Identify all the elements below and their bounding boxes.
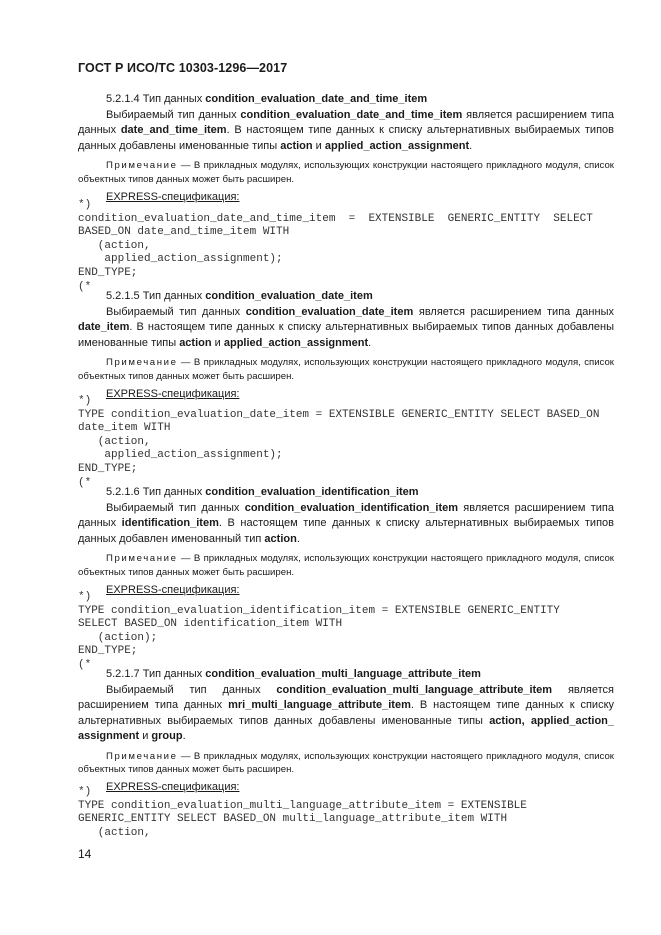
note-label: Примечание: [106, 553, 178, 565]
note-text: — В прикладных модулях, использующих конструкции настоящего прикладного модуля, список объектных типов данных может быть расширен.: [78, 750, 614, 776]
text-run: . В настоящем типе данных к списку альтернативных выбираемых типов данных добавлен именованный тип: [78, 517, 614, 545]
express-label: EXPRESS-спецификация:: [106, 387, 240, 400]
added-type: group: [151, 730, 183, 743]
section-paragraph: [78, 108, 614, 155]
section-5-2-1-6: [78, 485, 614, 598]
heading-type-name: condition_evaluation_multi_language_attribute_item: [205, 668, 481, 680]
section-heading: [78, 289, 614, 305]
express-label: EXPRESS-спецификация:: [106, 781, 240, 794]
express-label: EXPRESS-спецификация:: [106, 583, 240, 596]
express-label: EXPRESS-спецификация:: [106, 190, 240, 203]
note-label: Примечание: [106, 160, 178, 172]
added-type: action: [179, 336, 212, 349]
heading-type-name: condition_evaluation_date_and_time_item: [205, 93, 428, 105]
text-run: Выбираемый тип данных: [106, 305, 246, 318]
note-text: — В прикладных модулях, использующих конструкции настоящего прикладного модуля, список объектных типов данных может быть расширен.: [78, 357, 614, 382]
text-run: . В настоящем типе данных к списку альтернативных выбираемых типов данных добавлены именованные типы: [78, 699, 615, 727]
added-type: applied_action_assignment: [223, 336, 369, 349]
text-run: Выбираемый тип данных: [106, 683, 277, 696]
note-label: Примечание: [106, 357, 178, 369]
heading-type-name: condition_evaluation_date_item: [205, 290, 373, 302]
text-run: .: [182, 730, 186, 743]
heading-type-name: condition_evaluation_identification_item: [205, 486, 419, 498]
text-run: .: [469, 139, 473, 152]
heading-text: Тип данных: [142, 486, 206, 498]
type-name: condition_evaluation_identification_item: [244, 501, 459, 514]
text-run: является расширением типа данных: [78, 501, 614, 530]
text-run: Выбираемый тип данных: [106, 108, 241, 121]
note: [78, 552, 614, 578]
section-heading: [78, 485, 614, 501]
express-code: *) TYPE condition_evaluation_multi_language_attribute_item = EXTENSIBLE GENERIC_ENTITY SELECT BASED_ON multi_language_attribute_item WITH (action,: [78, 786, 527, 839]
heading-number: 5.2.1.4: [106, 93, 140, 105]
note: [78, 159, 614, 185]
note-text: — В прикладных модулях, использующих конструкции настоящего прикладного модуля, список объектных типов данных может быть расширен.: [78, 160, 614, 185]
standard-header: ГОСТ Р ИСО/ТС 10303-1296—2017: [78, 61, 288, 75]
section-paragraph: [78, 305, 614, 352]
note-label: Примечание: [106, 750, 178, 762]
section-paragraph: [78, 501, 614, 548]
base-type-name: mri_multi_language_attribute_item: [228, 699, 411, 712]
text-run: и: [312, 139, 325, 152]
note: [78, 356, 614, 382]
express-code: *) condition_evaluation_date_and_time_item = EXTENSIBLE GENERIC_ENTITY SELECT BASED_ON date_and_time_item WITH (action, applied_action_assignment); END_TYPE; (*: [78, 199, 593, 293]
base-type-name: date_and_time_item: [120, 124, 227, 137]
text-run: является расширением типа данных: [78, 683, 614, 712]
heading-number: 5.2.1.6: [106, 486, 140, 498]
text-run: . В настоящем типе данных к списку альтернативных выбираемых типов данных добавлены именованные типы: [78, 124, 614, 152]
added-type: applied_action_assignment: [324, 139, 470, 152]
section-5-2-1-5: [78, 289, 614, 402]
page-number: 14: [78, 847, 92, 861]
section-heading: [78, 667, 614, 683]
heading-number: 5.2.1.5: [106, 290, 140, 302]
text-run: является расширением типа данных: [78, 108, 614, 137]
text-run: и: [139, 730, 152, 743]
added-type: action: [264, 532, 297, 545]
text-run: . В настоящем типе данных к списку альтернативных выбираемых типов данных добавлены именованные типы: [78, 321, 614, 349]
text-run: Выбираемый тип данных: [106, 501, 245, 514]
note-text: — В прикладных модулях, использующих конструкции настоящего прикладного модуля, список объектных типов данных может быть расширен.: [78, 553, 614, 578]
text-run: и: [211, 336, 224, 349]
text-run: .: [296, 532, 300, 545]
heading-text: Тип данных: [142, 668, 206, 680]
note: [78, 750, 614, 776]
section-5-2-1-4: [78, 92, 614, 205]
added-type: action, applied_action_ assignment: [78, 714, 614, 743]
type-name: condition_evaluation_date_and_time_item: [240, 108, 463, 121]
heading-number: 5.2.1.7: [106, 668, 140, 680]
text-run: .: [368, 336, 372, 349]
type-name: condition_evaluation_date_item: [245, 305, 414, 318]
added-type: action: [280, 139, 313, 152]
type-name: condition_evaluation_multi_language_attribute_item: [276, 683, 553, 696]
express-code: *) TYPE condition_evaluation_date_item = EXTENSIBLE GENERIC_ENTITY SELECT BASED_ON date_item WITH (action, applied_action_assignment); END_TYPE; (*: [78, 395, 600, 489]
heading-text: Тип данных: [142, 93, 206, 105]
base-type-name: identification_item: [121, 517, 219, 530]
express-code: *) TYPE condition_evaluation_identification_item = EXTENSIBLE GENERIC_ENTITY SELECT BASED_ON identification_item WITH (action); END_TYPE; (*: [78, 591, 560, 671]
base-type-name: date_item: [78, 321, 130, 334]
section-5-2-1-7: [78, 667, 614, 796]
section-paragraph: [78, 683, 614, 745]
text-run: является расширением типа данных: [413, 305, 614, 318]
heading-text: Тип данных: [142, 290, 206, 302]
section-heading: [78, 92, 614, 108]
